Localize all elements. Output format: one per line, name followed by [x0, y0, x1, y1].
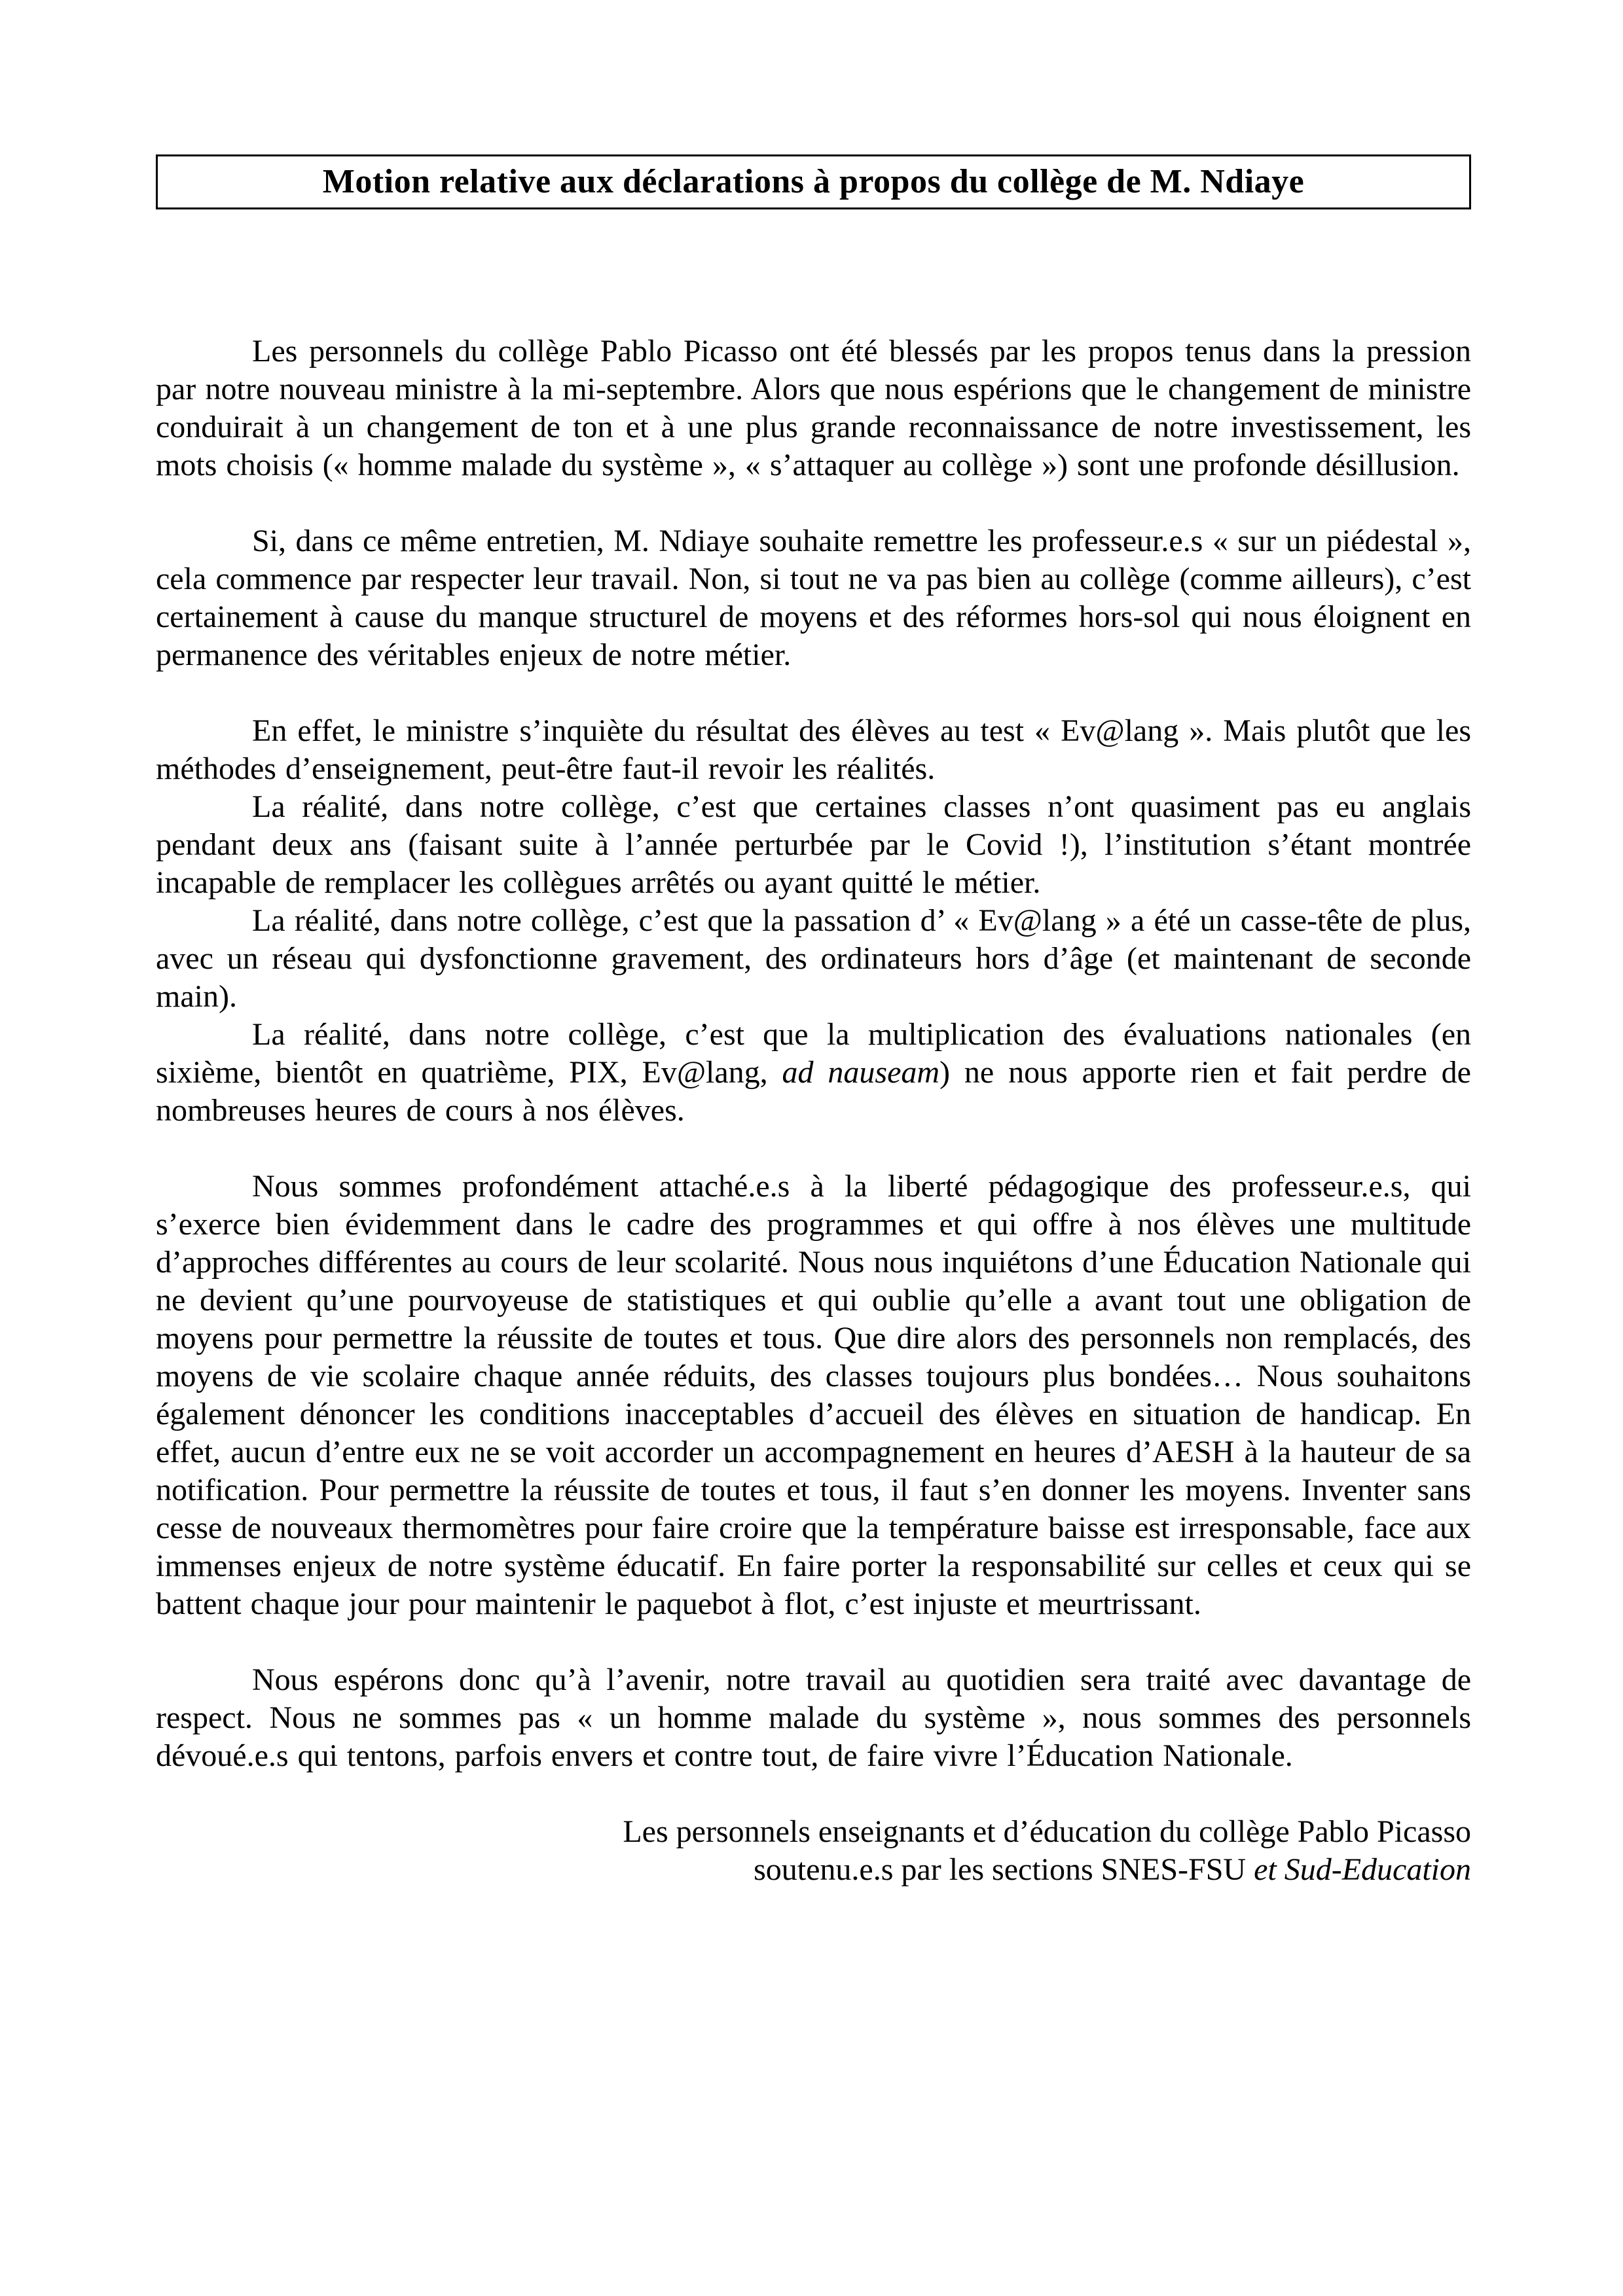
paragraph-text-run: ) ne nous apporte rien et fait perdre de nombreuses heures de cours à nos élèves.	[156, 1055, 1471, 1128]
paragraph-conclusion: Nous espérons donc qu’à l’avenir, notre travail au quotidien sera traité avec davantage de respect. Nous ne sommes pas « un homme malade du système », nous sommes des personnels dévoué.e.s qui tentons, parfois envers et contre tout, de faire vivre l’Éducation Nationale.	[156, 1662, 1471, 1773]
paragraph-realite-evaluations	[156, 1016, 1471, 1130]
page-title: Motion relative aux déclarations à propos du collège de M. Ndiaye	[322, 163, 1305, 200]
signature-unions	[156, 1851, 1471, 1889]
italic-text-run: ad nauseam	[782, 1055, 940, 1090]
paragraph-opening: Les personnels du collège Pablo Picasso ont été blessés par les propos tenus dans la pression par notre nouveau ministre à la mi-septembre. Alors que nous espérions que le changement de ministre conduirait à un changement de ton et à une plus grande reconnaissance de notre investissement, les mots choisis (« homme malade du système », « s’attaquer au collège ») sont une profonde désillusion.	[156, 334, 1471, 482]
signature-text-run: soutenu.e.s par les sections SNES-FSU	[754, 1852, 1254, 1887]
title-box	[156, 154, 1471, 209]
signature-block	[156, 1813, 1471, 1889]
paragraph-evalang: En effet, le ministre s’inquiète du résultat des élèves au test « Ev@lang ». Mais plutôt que les méthodes d’enseignement, peut-être faut-il revoir les réalités.	[156, 713, 1471, 786]
italic-text-run: et Sud-Education	[1254, 1852, 1471, 1887]
paragraph-realite-anglais: La réalité, dans notre collège, c’est que certaines classes n’ont quasiment pas eu anglais pendant deux ans (faisant suite à l’année perturbée par le Covid !), l’institution s’étant montrée incapable de remplacer les collègues arrêtés ou ayant quitté le métier.	[156, 789, 1471, 900]
paragraph-entretien: Si, dans ce même entretien, M. Ndiaye souhaite remettre les professeur.e.s « sur un piédestal », cela commence par respecter leur travail. Non, si tout ne va pas bien au collège (comme ailleurs), c’est certainement à cause du manque structurel de moyens et des réformes hors-sol qui nous éloignent en permanence des véritables enjeux de notre métier.	[156, 524, 1471, 672]
paragraph-text-run: La réalité, dans notre collège, c’est que la multiplication des évaluations nationales (en sixième, bientôt en quatrième, PIX, Ev@lang,	[156, 1017, 1471, 1090]
paragraph-liberte-pedagogique: Nous sommes profondément attaché.e.s à la liberté pédagogique des professeur.e.s, qui s’exerce bien évidemment dans le cadre des programmes et qui offre à nos élèves une multitude d’approches différentes au cours de leur scolarité. Nous nous inquiétons d’une Éducation Nationale qui ne devient qu’une pourvoyeuse de statistiques et qui oublie qu’elle a avant tout une obligation de moyens pour permettre la réussite de toutes et tous. Que dire alors des personnels non remplacés, des moyens de vie scolaire chaque année réduits, des classes toujours plus bondées… Nous souhaitons également dénoncer les conditions inacceptables d’accueil des élèves en situation de handicap. En effet, aucun d’entre eux ne se voit accorder un accompagnement en heures d’AESH à la hauteur de sa notification. Pour permettre la réussite de toutes et tous, il faut s’en donner les moyens. Inventer sans cesse de nouveaux thermomètres pour faire croire que la température baisse est irresponsable, face aux immenses enjeux de notre système éducatif. En faire porter la responsabilité sur celles et ceux qui se battent chaque jour pour maintenir le paquebot à flot, c’est injuste et meurtrissant.	[156, 1169, 1471, 1621]
signature-authors: Les personnels enseignants et d’éducation du collège Pablo Picasso	[623, 1814, 1471, 1849]
paragraph-realite-passation: La réalité, dans notre collège, c’est que la passation d’ « Ev@lang » a été un casse-tête de plus, avec un réseau qui dysfonctionne gravement, des ordinateurs hors d’âge (et maintenant de seconde main).	[156, 903, 1471, 1014]
